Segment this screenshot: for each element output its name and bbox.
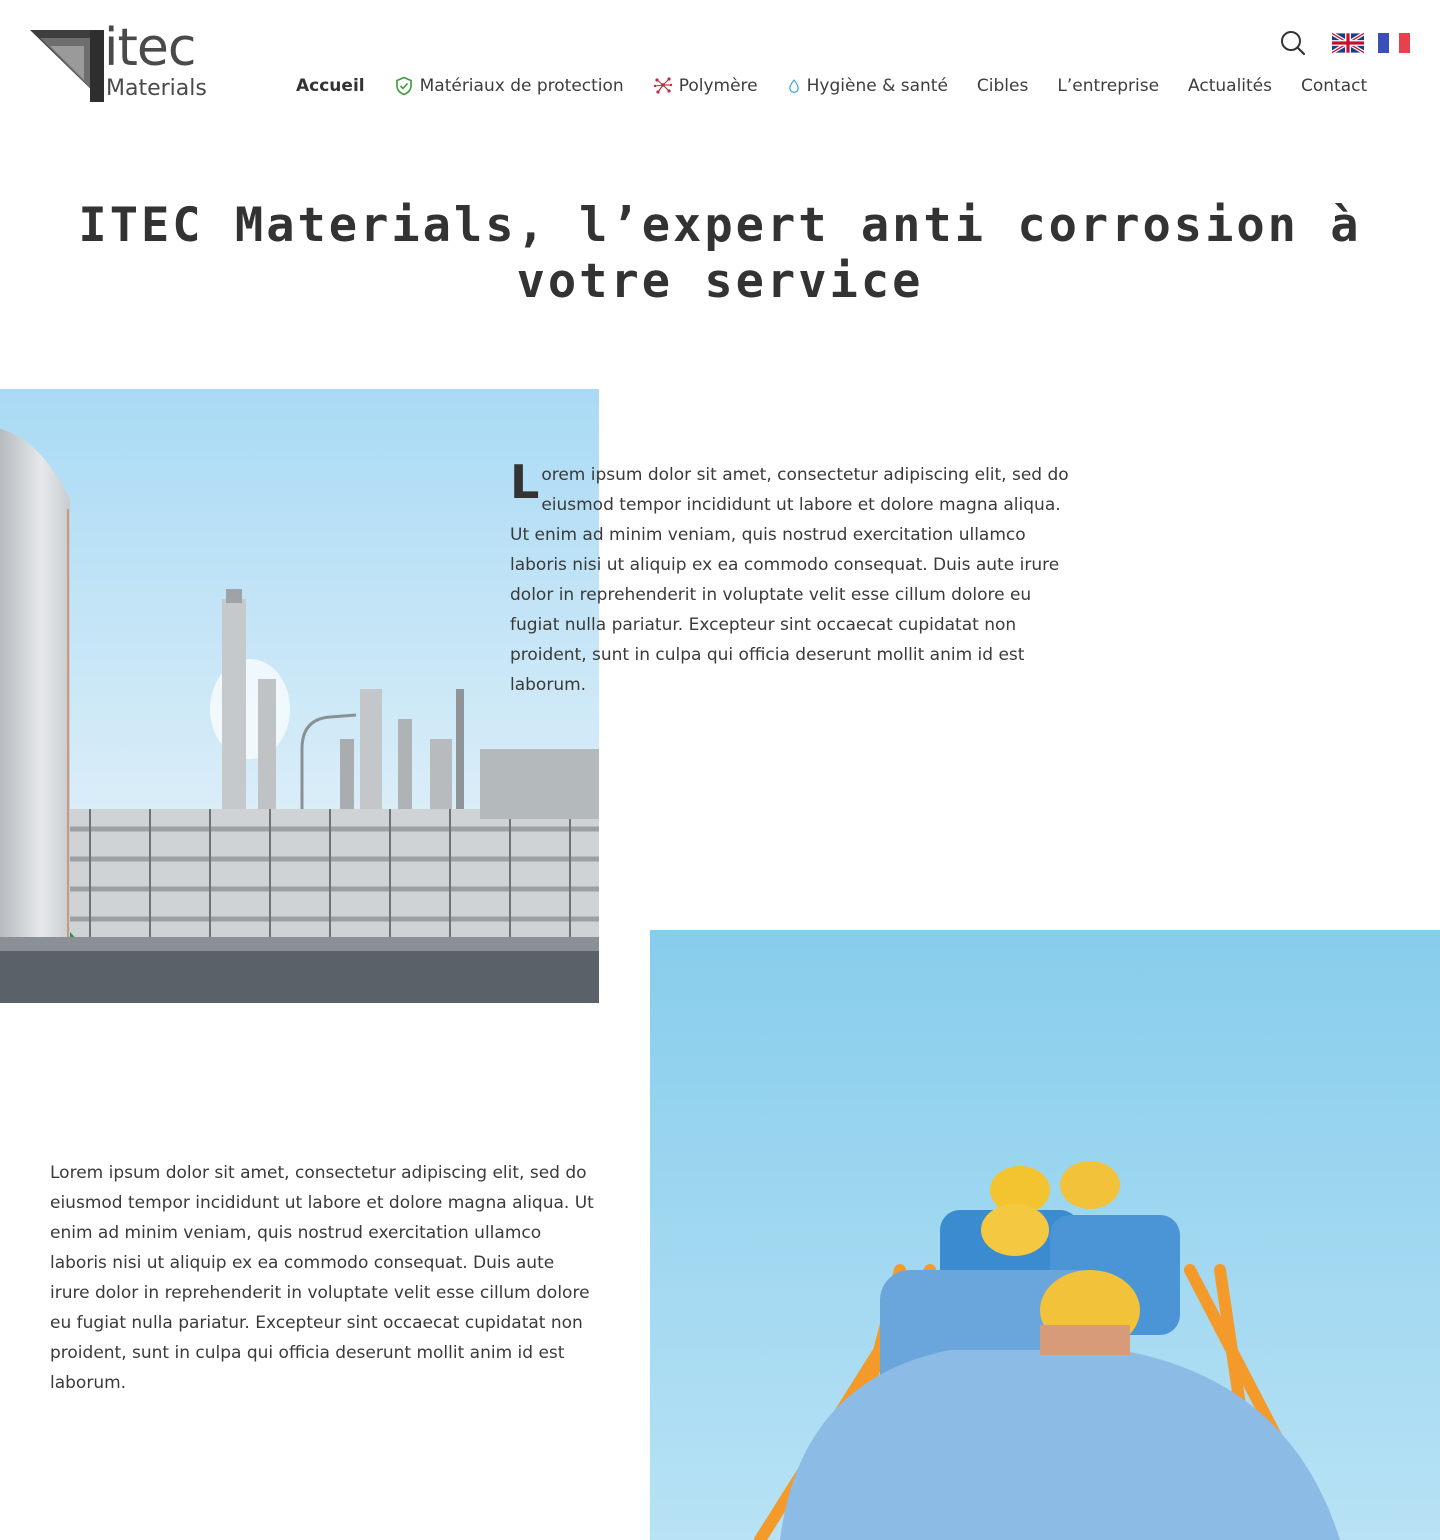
nav-label: Polymère bbox=[678, 76, 758, 96]
molecule-icon bbox=[653, 76, 673, 96]
intro-paragraph bbox=[510, 455, 1070, 700]
nav-label: Accueil bbox=[296, 76, 365, 96]
workers-ladder-photo bbox=[650, 930, 1440, 1540]
search-icon[interactable] bbox=[1280, 30, 1306, 56]
logo-word-itec: itec bbox=[104, 18, 196, 78]
uk-flag-icon[interactable] bbox=[1332, 33, 1364, 53]
nav-label: Hygiène & santé bbox=[806, 76, 948, 96]
logo-word-materials: Materials bbox=[106, 76, 207, 101]
page-title-line1: ITEC Materials, l’expert anti corrosion à bbox=[78, 198, 1362, 253]
nav-item-entreprise[interactable] bbox=[1057, 74, 1159, 98]
dropcap-letter: L bbox=[510, 455, 540, 509]
nav-label: Cibles bbox=[976, 76, 1029, 96]
logo-mark-icon bbox=[30, 28, 110, 104]
nav-item-contact[interactable] bbox=[1301, 74, 1367, 98]
intro-text: orem ipsum dolor sit amet, consectetur adipiscing elit, sed do eiusmod tempor incididunt ut labore et dolore magna aliqua. Ut enim ad minim veniam, quis nostrud exercitation ullamco laboris nisi ut aliquip ex ea commodo consequat. Duis aute irure dolor in reprehenderit in voluptate velit esse cillum dolore eu fugiat nulla pariatur. Excepteur sint occaecat cupidatat non proident, sunt in culpa qui officia deserunt mollit anim id est laborum. bbox=[510, 465, 1069, 695]
second-text: Lorem ipsum dolor sit amet, consectetur adipiscing elit, sed do eiusmod tempor incididunt ut labore et dolore magna aliqua. Ut enim ad minim veniam, quis nostrud exercitation ullamco laboris nisi ut aliquip ex ea commodo consequat. Duis aute irure dolor in reprehenderit in voluptate velit esse cillum dolore eu fugiat nulla pariatur. Excepteur sint occaecat cupidatat non proident, sunt in culpa qui officia deserunt mollit anim id est laborum. bbox=[50, 1163, 594, 1393]
nav-label: Matériaux de protection bbox=[419, 76, 624, 96]
second-paragraph bbox=[50, 1158, 595, 1398]
nav-label: Contact bbox=[1301, 76, 1368, 96]
page-title bbox=[60, 198, 1380, 310]
nav-item-polymere[interactable] bbox=[653, 74, 758, 98]
water-drop-icon bbox=[787, 76, 801, 96]
nav-item-accueil[interactable] bbox=[296, 74, 365, 98]
main-nav bbox=[296, 74, 1367, 98]
site-logo[interactable] bbox=[30, 18, 230, 104]
page-title-line2: votre service bbox=[516, 254, 924, 309]
nav-item-hygiene[interactable] bbox=[787, 74, 948, 98]
fr-flag-icon[interactable] bbox=[1378, 33, 1410, 53]
nav-label: Actualités bbox=[1188, 76, 1272, 96]
shield-check-icon bbox=[394, 76, 414, 96]
nav-item-actualites[interactable] bbox=[1188, 74, 1272, 98]
nav-label: L’entreprise bbox=[1057, 76, 1160, 96]
nav-item-cibles[interactable] bbox=[977, 74, 1028, 98]
nav-item-materiaux[interactable] bbox=[394, 74, 624, 98]
